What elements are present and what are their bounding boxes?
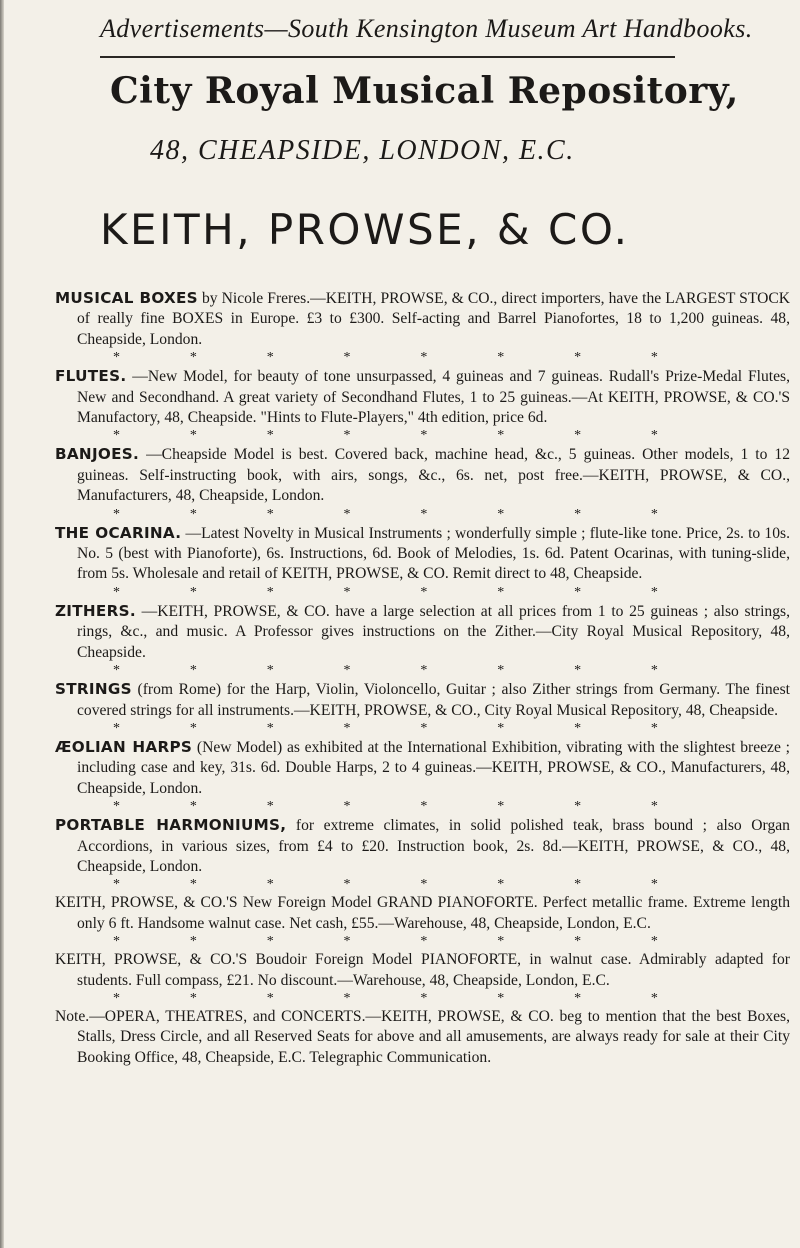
- header-rule: [100, 56, 675, 58]
- entry-text: KEITH, PROWSE, & CO.'S Boudoir Foreign Model PIANOFORTE, in walnut case. Admirably adapted for students. Full compass, £21. No discount.—Warehouse, 48, Cheapside, London, E.C.: [55, 951, 790, 989]
- entry-heading: ÆOLIAN HARPS: [55, 737, 193, 756]
- star-separator: * * * * * * * *: [113, 934, 658, 950]
- star-separator: * * * * * * * *: [113, 720, 658, 736]
- star-separator: * * * * * * * *: [113, 350, 658, 366]
- entry-text: for extreme climates, in solid polished teak, brass bound ; also Organ Accordions, in various sizes, from £4 to £20. Instruction book, 2s. 8d.—KEITH, PROWSE, & CO., 48, Cheapside, London.: [77, 817, 790, 875]
- entry-aeolian-harps: [55, 737, 790, 799]
- star-separator: * * * * * * * *: [113, 799, 658, 815]
- entry-boudoir-pianoforte: [55, 950, 790, 991]
- page-edge-shadow: [0, 0, 4, 1248]
- entry-grand-pianoforte: [55, 893, 790, 934]
- entry-text: —KEITH, PROWSE, & CO. have a large selection at all prices from 1 to 25 guineas ; also strings, rings, &c., and music. A Professor gives instructions on the Zither.—City Royal Musical Repository, 48, Cheapside.: [77, 602, 790, 661]
- entry-portable-harmoniums: [55, 815, 790, 877]
- entry-opera-theatres-note: [55, 1007, 790, 1068]
- entry-heading: STRINGS: [55, 680, 132, 699]
- star-separator: * * * * * * * *: [113, 584, 658, 600]
- entry-heading: MUSICAL BOXES: [55, 289, 198, 307]
- entry-text: —Latest Novelty in Musical Instruments ; wonderfully simple ; flute-like tone. Price, 2s. to 10s. No. 5 (best with Pianoforte), 6s. Instructions, 6d. Book of Melodies, 1s. 6d. Patent Ocarinas, with tuning-slide, from 5s. Wholesale and retail of KEITH, PROWSE, & CO. Remit direct to 48, Cheapside.: [77, 524, 790, 583]
- entry-text: KEITH, PROWSE, & CO.'S New Foreign Model GRAND PIANOFORTE. Perfect metallic frame. Extreme length only 6 ft. Handsome walnut case. Net cash, £55.—Warehouse, 48, Cheapside, London, E.C.: [55, 894, 790, 932]
- star-separator: * * * * * * * *: [113, 877, 658, 893]
- star-separator: * * * * * * * *: [113, 506, 658, 522]
- running-head: Advertisements—South Kensington Museum Art Handbooks.: [100, 14, 753, 43]
- star-separator: * * * * * * * *: [113, 990, 658, 1006]
- entry-banjoes: [55, 444, 790, 506]
- entry-heading: PORTABLE HARMONIUMS,: [55, 816, 287, 835]
- address-line: 48, CHEAPSIDE, LONDON, E.C.: [150, 135, 575, 166]
- entry-zithers: [55, 601, 790, 663]
- advertisement-body: [55, 288, 790, 1068]
- entry-heading: THE OCARINA.: [55, 523, 182, 542]
- star-separator: * * * * * * * *: [113, 428, 658, 444]
- entry-strings: [55, 679, 790, 721]
- star-separator: * * * * * * * *: [113, 663, 658, 679]
- entry-heading: ZITHERS.: [55, 601, 136, 620]
- entry-musical-boxes: [55, 288, 790, 350]
- entry-flutes: [55, 366, 790, 428]
- repository-title: City Royal Musical Repository,: [110, 70, 739, 112]
- entry-text: —New Model, for beauty of tone unsurpassed, 4 guineas and 7 guineas. Rudall's Prize-Medal Flutes, New and Secondhand. A great variety of Secondhand Flutes, 1 to 25 guineas.—At KEITH, PROWSE, & CO.'S Manufactory, 48, Cheapside. "Hints to Flute-Players," 4th edition, price 6d.: [77, 368, 790, 427]
- entry-ocarina: [55, 523, 790, 585]
- entry-text: (New Model) as exhibited at the International Exhibition, vibrating with the slightest breeze ; including case and key, 31s. 6d. Double Harps, 2 to 4 guineas.—KEITH, PROWSE, & CO., Manufacturers, 48, Cheapside, London.: [77, 738, 790, 797]
- entry-heading: BANJOES.: [55, 445, 140, 464]
- entry-text: —Cheapside Model is best. Covered back, machine head, &c., 5 guineas. Other models, 1 to 12 guineas. Self-instructing book, with airs, songs, &c., 6s. net, post free.—KEITH, PROWSE, & CO., Manufacturers, 48, Cheapside, London.: [77, 446, 790, 505]
- firm-name: KEITH, PROWSE, & CO.: [100, 205, 630, 254]
- entry-heading: FLUTES.: [55, 367, 127, 386]
- entry-text: by Nicole Freres.—KEITH, PROWSE, & CO., direct importers, have the LARGEST STOCK of really fine BOXES in Europe. £3 to £300. Self-acting and Barrel Pianofortes, 18 to 1,200 guineas. 48, Cheapside, London.: [77, 290, 790, 348]
- entry-text: Note.—OPERA, THEATRES, and CONCERTS.—KEITH, PROWSE, & CO. beg to mention that the best Boxes, Stalls, Dress Circle, and all Reserved Seats for above and all amusements, are always ready for sale at their City Booking Office, 48, Cheapside, E.C. Telegraphic Communication.: [55, 1007, 790, 1066]
- entry-text: (from Rome) for the Harp, Violin, Violoncello, Guitar ; also Zither strings from Germany. The finest covered strings for all instruments.—KEITH, PROWSE, & CO., City Royal Musical Repository, 48, Cheapside.: [77, 681, 790, 719]
